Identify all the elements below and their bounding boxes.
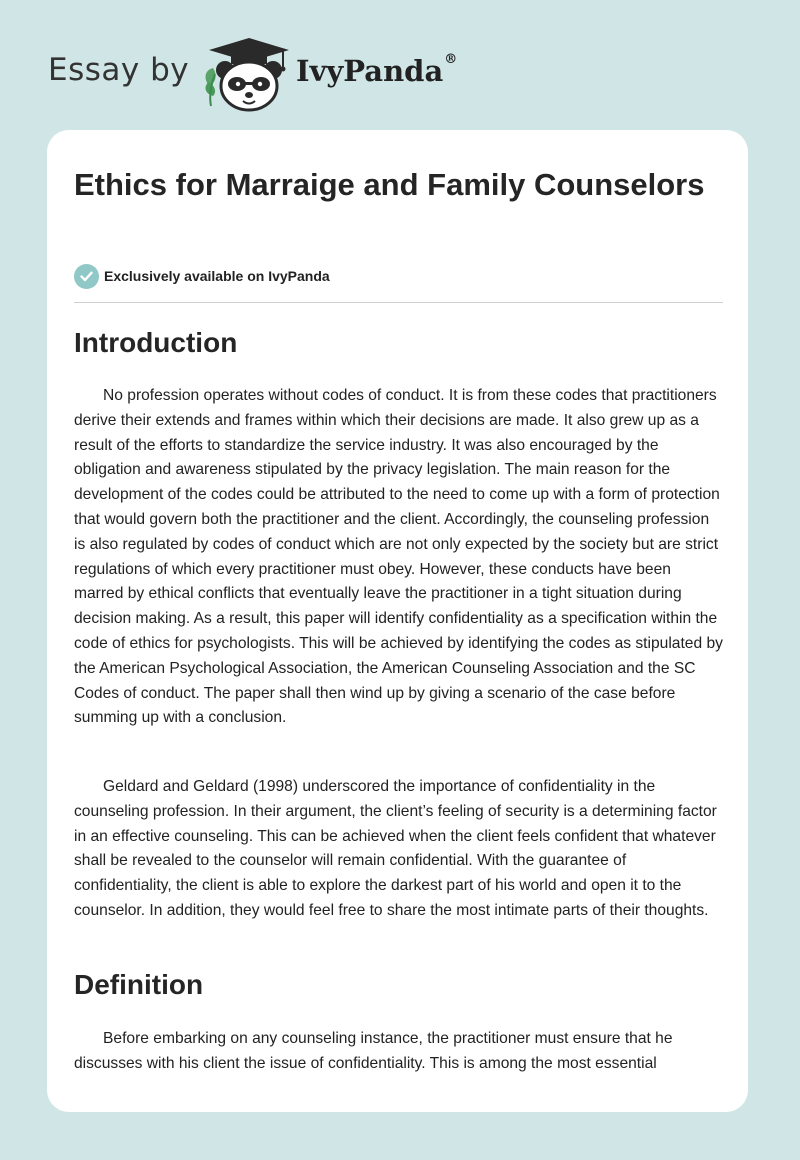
- section-heading-introduction: Introduction: [74, 327, 238, 358]
- paragraph: No profession operates without codes of conduct. It is from these codes that practitioners derive their extends and frames within which their decisions are made. It also grew up as a result of the efforts to standardize the service industry. It was also encouraged by the obligation and awareness stipulated by the privacy legislation. The main reason for the development of the codes could be attributed to the need to come up with a form of protection that would govern both the practitioner and the client. Accordingly, the counseling profession is also regulated by codes of conduct which are not only expected by the society but are strict regulations of which every practitioner must obey. However, these conducts have been marred by ethical conflicts that eventually leave the practitioner in a tight situation during decision making. As a result, this paper will identify confidentiality as a specification within the code of ethics for psychologists. This will be achieved by identifying the codes as stipulated by the American Psychological Association, the American Counseling Association and the SC Codes of conduct. The paper shall then wind up by giving a scenario of the case before summing up with a conclusion.: [74, 387, 723, 727]
- divider: [74, 302, 723, 303]
- registered-mark: ®: [444, 52, 458, 67]
- panda-logo-icon[interactable]: [201, 34, 296, 112]
- essay-card: [47, 130, 748, 1112]
- essay-by-label: Essay by: [48, 52, 190, 88]
- section-heading-definition: Definition: [74, 969, 204, 1000]
- brand-name[interactable]: IvyPanda®: [296, 52, 458, 88]
- exclusive-badge: [74, 263, 330, 289]
- site-header: [48, 30, 548, 110]
- paragraph: Before embarking on any counseling instance, the practitioner must ensure that he discusses with his client the issue of confidentiality. This is among the most essential: [74, 1030, 673, 1072]
- ivy-leaf-icon: [206, 68, 216, 106]
- paragraph: Geldard and Geldard (1998) underscored the importance of confidentiality in the counseling profession. In their argument, the client’s feeling of security is a determining factor in an effective counseling. This can be achieved when the client feels confident that whatever shall be revealed to the counselor will remain confidential. With the guarantee of confidentiality, the client is able to explore the darkest part of his world and open it to the counselor. In addition, they would feel free to share the most intimate parts of their thoughts.: [74, 778, 717, 919]
- check-icon: [74, 264, 99, 289]
- badge-text: Exclusively available on IvyPanda: [104, 268, 330, 284]
- essay-title: Ethics for Marraige and Family Counselors: [74, 167, 705, 202]
